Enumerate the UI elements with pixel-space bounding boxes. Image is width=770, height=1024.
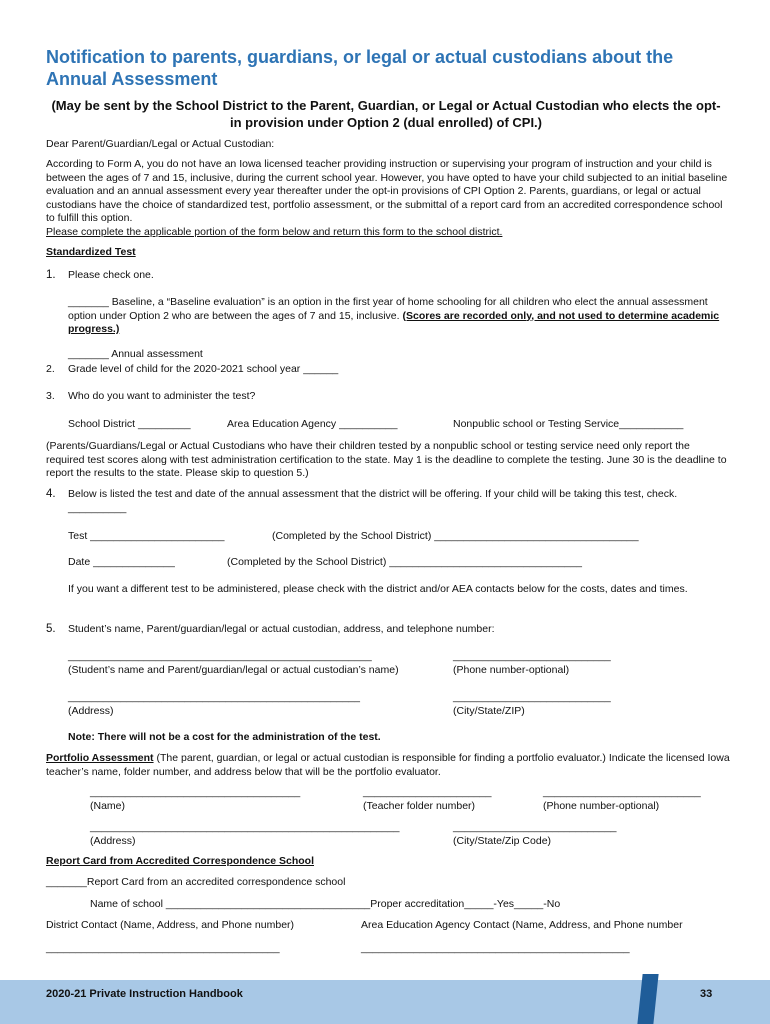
address-caption: (Address) xyxy=(68,705,114,717)
portfolio-folder-line: ______________________ xyxy=(363,786,492,798)
portfolio-folder-caption: (Teacher folder number) xyxy=(363,800,476,812)
option-school-district: School District _________ xyxy=(68,418,191,430)
portfolio-address-caption: (Address) xyxy=(90,835,136,847)
portfolio-text: (The parent, guardian, or legal or actual custodian is responsible for finding a portfolio evaluator.) Indicate the licensed Iowa teacher’s name, folder number, and address below that will be the portfolio evaluator. xyxy=(46,752,730,778)
portfolio-name-line: ____________________________________ xyxy=(90,786,301,798)
baseline-bold-note: (Scores are recorded only, and not used to determine academic progress.) xyxy=(68,309,720,335)
portfolio-phone-line: ___________________________ xyxy=(543,786,701,798)
name-of-school-field: Name of school ___________________________________Proper accreditation_____-Yes_____-No xyxy=(90,898,561,910)
question-3-text: Who do you want to administer the test? xyxy=(68,390,256,402)
option-nonpublic: Nonpublic school or Testing Service___________ xyxy=(453,418,684,430)
question-4-text: Below is listed the test and date of the annual assessment that the district will be offering. If your child will be taking this test, check. __________ xyxy=(68,488,678,514)
report-card-heading: Report Card from Accredited Correspondence School xyxy=(46,855,314,867)
question-2-number: 2. xyxy=(46,363,55,375)
student-name-line: ____________________________________________________ xyxy=(68,650,372,662)
page-subtitle: (May be sent by the School District to the Parent, Guardian, or Legal or Actual Custodian who elects the opt-in provision under Option 2 (dual enrolled) of CPI.) xyxy=(51,98,721,130)
annual-assessment-option: _______ Annual assessment xyxy=(68,348,203,360)
question-5-text: Student’s name, Parent/guardian/legal or actual custodian, address, and telephone number: xyxy=(68,623,495,635)
baseline-option xyxy=(68,296,728,337)
standardized-test-heading: Standardized Test xyxy=(46,246,136,258)
intro-paragraph xyxy=(46,158,730,239)
nonpublic-note: (Parents/Guardians/Legal or Actual Custodians who have their children tested by a nonpublic school or testing service need only report the required test scores along with test administration certification to the state. May 1 is the deadline to complete the testing. June 30 is the deadline to report the results to the state. Please skip to question 5.) xyxy=(46,440,727,479)
student-name-caption: (Student’s name and Parent/guardian/legal or actual custodian’s name) xyxy=(68,664,399,676)
district-contact-label: District Contact (Name, Address, and Phone number) xyxy=(46,919,295,931)
report-card-option: _______Report Card from an accredited correspondence school xyxy=(46,876,346,888)
aea-contact-line: ______________________________________________ xyxy=(361,942,630,954)
phone-caption: (Phone number-optional) xyxy=(453,664,570,676)
district-contact-line: ________________________________________ xyxy=(46,942,280,954)
test-completed-field: (Completed by the School District) ___________________________________ xyxy=(272,530,639,542)
portfolio-heading: Portfolio Assessment xyxy=(46,752,154,764)
portfolio-paragraph xyxy=(46,752,730,779)
different-test-note: If you want a different test to be administered, please check with the district and/or AEA contacts below for the costs, dates and times. xyxy=(68,583,688,595)
intro-instruction: Please complete the applicable portion of the form below and return this form to the school district. xyxy=(46,225,503,238)
cost-note: Note: There will not be a cost for the administration of the test. xyxy=(68,731,381,743)
intro-text: According to Form A, you do not have an Iowa licensed teacher providing instruction or supervising your program of instruction and your child is between the ages of 7 and 15, inclusive, during the current school year. However, you have opted to have your child subjected to an initial baseline evaluation and an annual assessment every year thereafter under the opt-in provisions of CPI Option 2. Parents, guardians, or legal or actual custodians have the choice of standardized test, portfolio assessment, or the submittal of a report card from an accredited correspondence school to fulfill this option. xyxy=(46,158,728,224)
baseline-text: _______ Baseline, a “Baseline evaluation” is an option in the first year of home schooling for all children who elect the annual assessment option under Option 2 who are between the ages of 7 and 15, inclusive. xyxy=(68,296,708,322)
city-line: ___________________________ xyxy=(453,691,611,703)
footer-handbook-title: 2020-21 Private Instruction Handbook xyxy=(46,988,243,1000)
portfolio-address-line: _____________________________________________________ xyxy=(90,821,400,833)
address-line: __________________________________________________ xyxy=(68,691,360,703)
city-caption: (City/State/ZIP) xyxy=(453,705,525,717)
portfolio-city-caption: (City/State/Zip Code) xyxy=(453,835,552,847)
aea-contact-label: Area Education Agency Contact (Name, Address, and Phone number xyxy=(361,919,683,931)
question-1-text: Please check one. xyxy=(68,269,154,281)
date-completed-field: (Completed by the School District) _________________________________ xyxy=(227,556,582,568)
footer-page-number: 33 xyxy=(700,988,713,1000)
portfolio-city-line: ____________________________ xyxy=(453,821,617,833)
question-5-number: 5. xyxy=(46,623,56,635)
portfolio-phone-caption: (Phone number-optional) xyxy=(543,800,660,812)
question-4-number: 4. xyxy=(46,488,56,500)
date-field: Date ______________ xyxy=(68,556,175,568)
option-aea: Area Education Agency __________ xyxy=(227,418,398,430)
question-1-number: 1. xyxy=(46,269,56,281)
phone-line: ___________________________ xyxy=(453,650,611,662)
question-2-text: Grade level of child for the 2020-2021 school year ______ xyxy=(68,363,339,375)
greeting: Dear Parent/Guardian/Legal or Actual Custodian: xyxy=(46,138,275,150)
question-3-number: 3. xyxy=(46,390,55,402)
portfolio-name-caption: (Name) xyxy=(90,800,126,812)
test-field: Test _______________________ xyxy=(68,530,225,542)
page-title: Notification to parents, guardians, or legal or actual custodians about the Annual Assessment xyxy=(46,47,674,89)
